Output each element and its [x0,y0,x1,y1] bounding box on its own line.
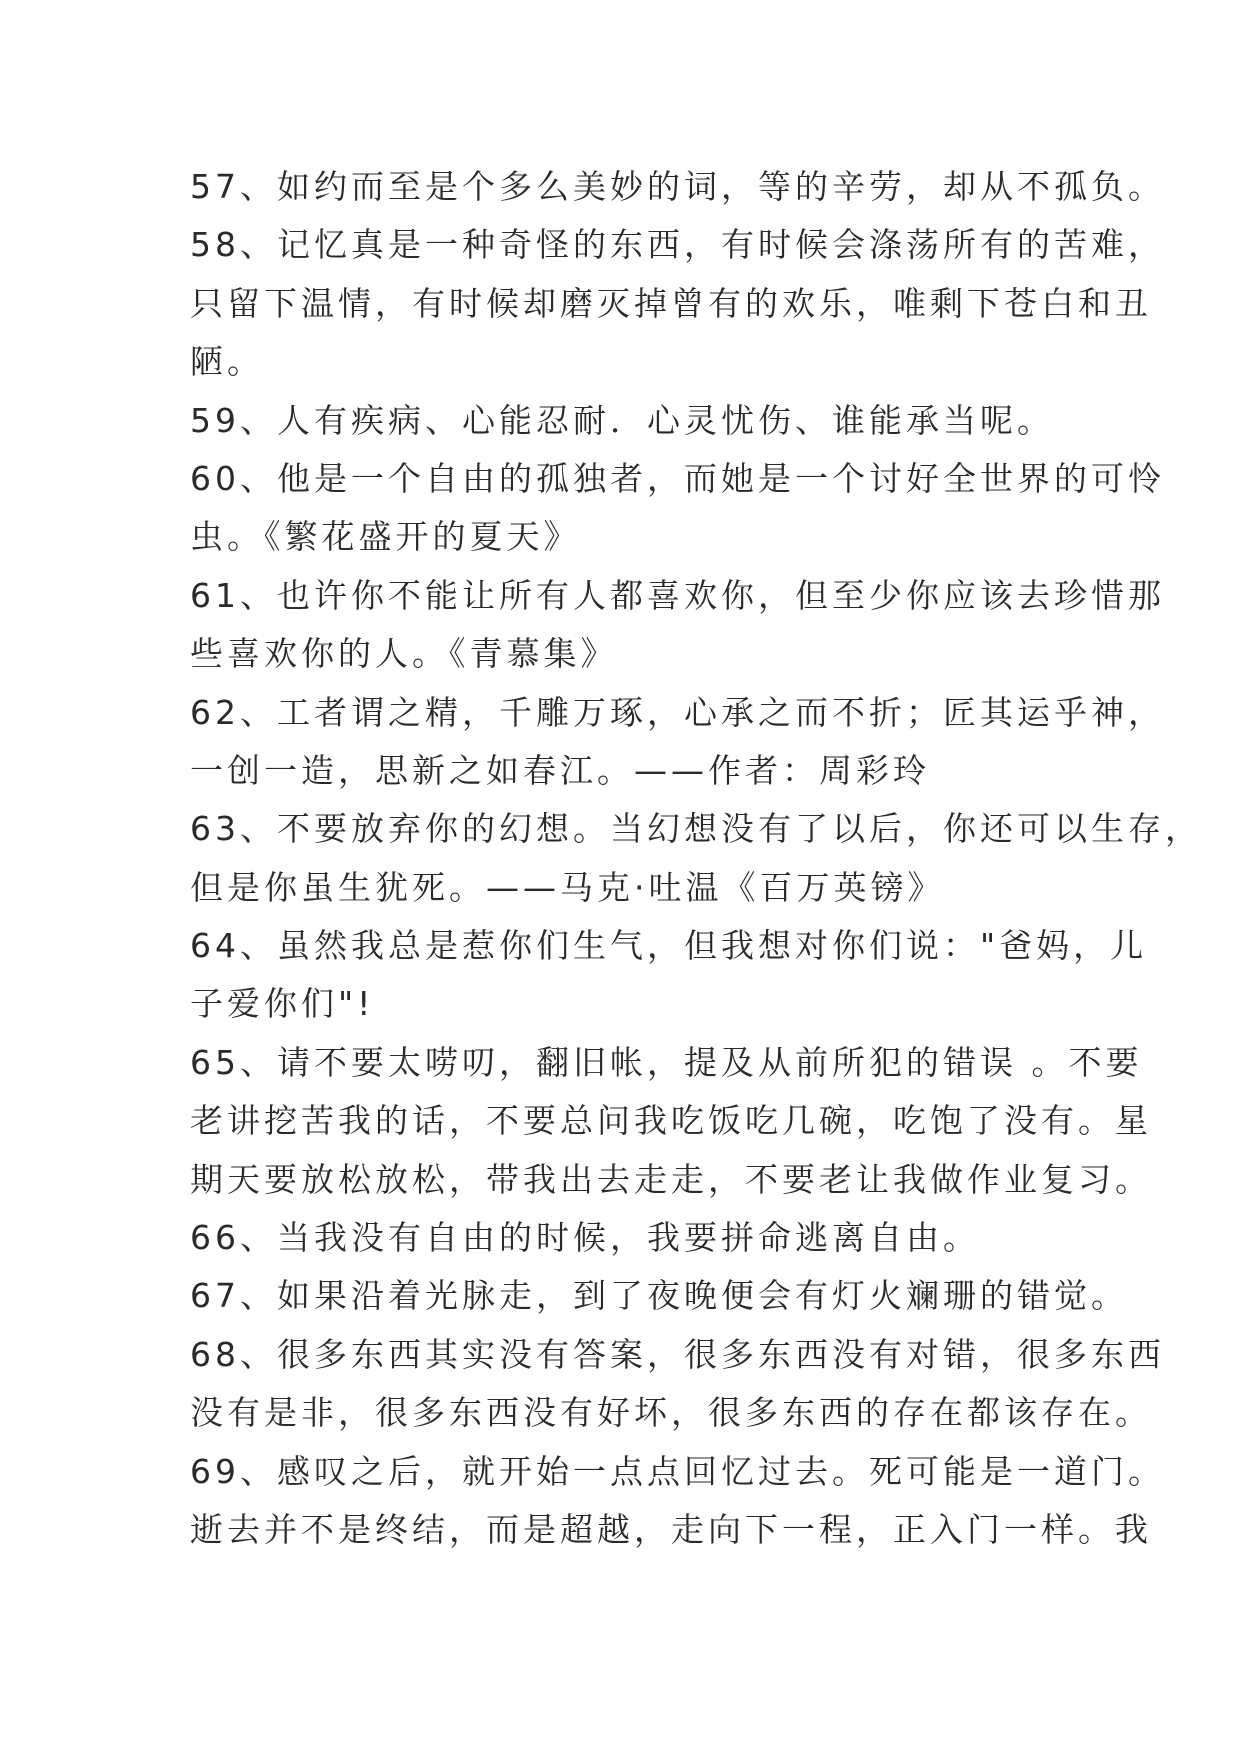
text-line: 67、如果沿着光脉走，到了夜晚便会有灯火斓珊的错觉。 [190,1276,1128,1316]
text-line: 59、人有疾病、心能忍耐．心灵忧伤、谁能承当呢。 [190,400,1054,440]
text-line: 一创一造，思新之如春江。——作者：周彩玲 [190,750,930,790]
text-line: 没有是非，很多东西没有好坏，很多东西的存在都该存在。 [190,1393,1152,1433]
text-line: 只留下温情，有时候却磨灭掉曾有的欢乐，唯剩下苍白和丑 [190,283,1152,323]
text-line: 老讲挖苦我的话，不要总问我吃饭吃几碗，吃饱了没有。星 [190,1101,1152,1141]
text-line: 68、很多东西其实没有答案，很多东西没有对错，很多东西 [190,1334,1165,1374]
text-line: 65、请不要太唠叨，翻旧帐，提及从前所犯的错误 。不要 [190,1042,1143,1082]
text-line: 63、不要放弃你的幻想。当幻想没有了以后，你还可以生存， [190,809,1202,849]
text-line: 57、如约而至是个多么美妙的词，等的辛劳，却从不孤负。 [190,167,1165,206]
text-line: 逝去并不是终结，而是超越，走向下一程，正入门一样。我 [190,1509,1152,1549]
text-line: 陋。 [190,342,264,382]
document-body [190,158,1202,1559]
text-line: 些喜欢你的人。《青慕集》 [190,634,618,674]
text-line: 61、也许你不能让所有人都喜欢你，但至少你应该去珍惜那 [190,575,1165,615]
text-line: 62、工者谓之精，千雕万琢，心承之而不折；匠其运乎神， [190,692,1165,732]
text-line: 期天要放松放松，带我出去走走，不要老让我做作业复习。 [190,1159,1152,1199]
text-line: 64、虽然我总是惹你们生气，但我想对你们说："爸妈，儿 [190,926,1148,966]
text-line: 60、他是一个自由的孤独者，而她是一个讨好全世界的可怜 [190,458,1165,498]
text-line: 虫。《繁花盛开的夏天》 [190,517,581,557]
text-line: 58、记忆真是一种奇怪的东西，有时候会涤荡所有的苦难， [190,225,1165,265]
text-line: 69、感叹之后，就开始一点点回忆过去。死可能是一道门。 [190,1451,1165,1491]
text-line: 但是你虽生犹死。——马克·吐温《百万英镑》 [190,867,945,907]
text-line: 子爱你们"! [190,984,375,1024]
text-line: 66、当我没有自由的时候，我要拼命逃离自由。 [190,1218,980,1258]
